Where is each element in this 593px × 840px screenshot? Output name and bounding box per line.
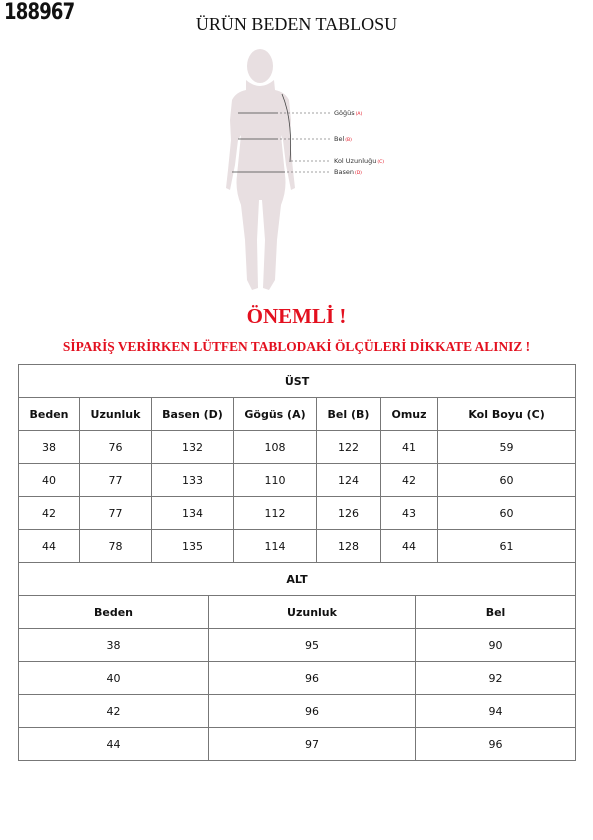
table-cell: 77	[80, 497, 152, 530]
column-header: Kol Boyu (C)	[438, 398, 576, 431]
table-cell: 122	[317, 431, 381, 464]
table-row	[19, 431, 576, 464]
warning-text: SİPARİŞ VERİRKEN LÜTFEN TABLODAKİ ÖLÇÜLERİ DİKKATE ALINIZ !	[62, 339, 531, 354]
table-row	[19, 530, 576, 563]
table-cell: 44	[381, 530, 438, 563]
table-cell: 114	[234, 530, 317, 563]
table-cell: 90	[416, 629, 576, 662]
table-cell: 77	[80, 464, 152, 497]
ust-header-row	[19, 398, 576, 431]
table-cell: 124	[317, 464, 381, 497]
column-header: Bel	[416, 596, 576, 629]
table-cell: 42	[381, 464, 438, 497]
table-cell: 60	[438, 497, 576, 530]
body-silhouette-illustration	[205, 40, 405, 295]
column-header: Bel (B)	[317, 398, 381, 431]
alt-table-title: ALT	[19, 563, 576, 596]
column-header: Uzunluk	[80, 398, 152, 431]
table-cell: 135	[152, 530, 234, 563]
table-cell: 42	[19, 695, 209, 728]
column-header: Omuz	[381, 398, 438, 431]
ust-table-title: ÜST	[19, 365, 576, 398]
alt-header-row	[19, 596, 576, 629]
figure-label-kol: Kol Uzunluğu(C)	[334, 157, 385, 165]
column-header: Basen (D)	[152, 398, 234, 431]
table-cell: 133	[152, 464, 234, 497]
column-header: Gögüs (A)	[234, 398, 317, 431]
table-cell: 61	[438, 530, 576, 563]
important-heading: ÖNEMLİ !	[246, 304, 347, 328]
alt-size-table	[18, 562, 576, 761]
table-cell: 38	[19, 629, 209, 662]
table-cell: 38	[19, 431, 80, 464]
table-row	[19, 728, 576, 761]
table-cell: 95	[209, 629, 416, 662]
table-row	[19, 497, 576, 530]
table-cell: 94	[416, 695, 576, 728]
column-header: Beden	[19, 596, 209, 629]
table-cell: 43	[381, 497, 438, 530]
ust-size-table	[18, 364, 576, 563]
table-cell: 42	[19, 497, 80, 530]
table-cell: 97	[209, 728, 416, 761]
table-cell: 126	[317, 497, 381, 530]
figure-label-basen: Basen(D)	[334, 168, 362, 176]
column-header: Beden	[19, 398, 80, 431]
table-cell: 76	[80, 431, 152, 464]
figure-label-gogus: Göğüs(A)	[334, 109, 363, 117]
table-row	[19, 662, 576, 695]
table-cell: 128	[317, 530, 381, 563]
table-cell: 59	[438, 431, 576, 464]
table-cell: 108	[234, 431, 317, 464]
table-row	[19, 464, 576, 497]
table-cell: 60	[438, 464, 576, 497]
table-cell: 40	[19, 662, 209, 695]
table-cell: 110	[234, 464, 317, 497]
table-row	[19, 629, 576, 662]
table-cell: 96	[209, 662, 416, 695]
body-measurement-figure	[205, 40, 405, 295]
figure-label-bel: Bel(B)	[334, 135, 352, 143]
column-header: Uzunluk	[209, 596, 416, 629]
page-title: ÜRÜN BEDEN TABLOSU	[195, 14, 398, 34]
table-cell: 41	[381, 431, 438, 464]
table-cell: 44	[19, 530, 80, 563]
table-cell: 132	[152, 431, 234, 464]
table-cell: 92	[416, 662, 576, 695]
table-cell: 96	[416, 728, 576, 761]
table-row	[19, 695, 576, 728]
table-cell: 96	[209, 695, 416, 728]
table-cell: 44	[19, 728, 209, 761]
table-cell: 134	[152, 497, 234, 530]
table-cell: 112	[234, 497, 317, 530]
table-cell: 40	[19, 464, 80, 497]
table-cell: 78	[80, 530, 152, 563]
product-code: 188967	[4, 0, 75, 25]
